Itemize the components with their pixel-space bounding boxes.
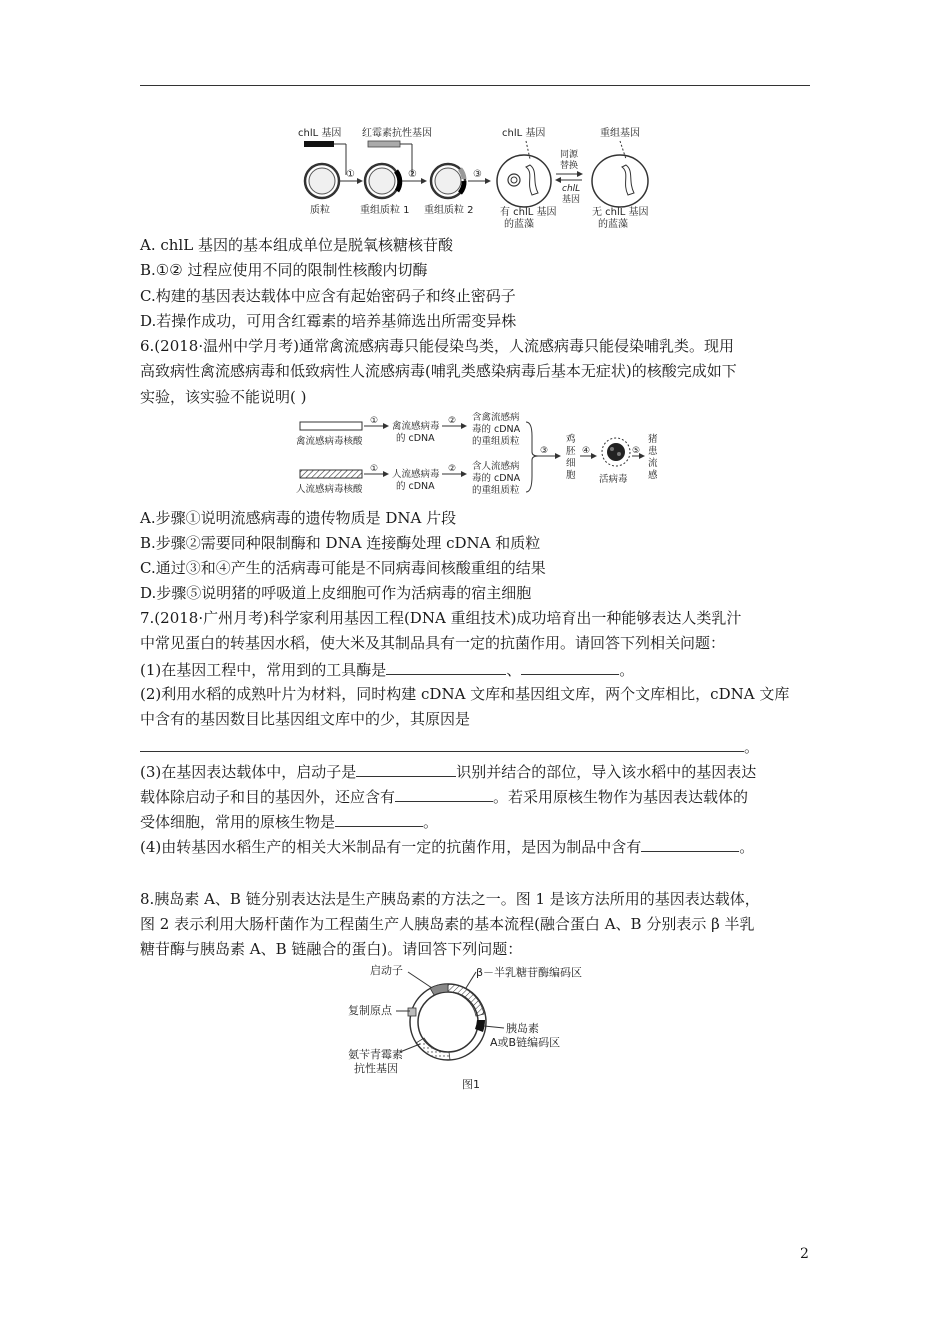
human-plasmid-b: 毒的 cDNA <box>472 473 521 484</box>
bird-plasmid-b: 毒的 cDNA <box>472 424 521 435</box>
pig-b: 患 <box>648 446 658 457</box>
answer-blank[interactable] <box>335 810 423 827</box>
fig1-chil-gene-label: chlL 基因 <box>298 128 342 139</box>
q7-part2-answer <box>140 735 759 758</box>
q6-stem-line2: 高致病性禽流感病毒和低致病性人流感病毒(哺乳类感染病毒后基本无症状)的核酸完成如下 <box>140 362 737 380</box>
amp-label-a: 氨苄青霉素 <box>348 1048 403 1061</box>
figure1-caption: 图1 <box>462 1078 480 1091</box>
chick-d: 胞 <box>566 470 576 481</box>
ori-region <box>408 1008 416 1016</box>
step2-label: ② <box>408 169 417 180</box>
cyanobacteria-with-chil <box>497 155 551 207</box>
figure-expression-vector <box>330 962 630 1092</box>
human-plasmid-a: 含人流感病 <box>472 461 520 472</box>
chick-a: 鸡 <box>566 434 576 445</box>
q7-part4-end: 。 <box>739 838 755 856</box>
human-nucleic-bar <box>300 470 362 478</box>
promoter-label: 启动子 <box>370 964 403 977</box>
beta-gal-label: β－半乳糖苷酶编码区 <box>476 966 583 979</box>
chil-gene-label-2: chlL 基因 <box>502 128 546 139</box>
q7-part3-end: 。 <box>423 813 439 831</box>
resist-gene-bar <box>368 141 400 147</box>
pig-d: 感 <box>648 470 658 481</box>
ori-label: 复制原点 <box>348 1004 392 1017</box>
q7-part3-text-c: 载体除启动子和目的基因外，还应含有 <box>140 788 396 806</box>
q6-option-b: B.步骤②需要同种限制酶和 DNA 连接酶处理 cDNA 和质粒 <box>140 534 541 552</box>
q7-part2-line1: (2)利用水稻的成熟叶片为材料，同时构建 cDNA 文库和基因组文库，两个文库相比，cDNA 文库 <box>140 685 790 703</box>
plasmid-label: 质粒 <box>310 205 330 216</box>
answer-blank[interactable] <box>356 760 456 777</box>
q6-option-c: C.通过③和④产生的活病毒可能是不同病毒间核酸重组的结果 <box>140 559 546 577</box>
answer-blank[interactable] <box>386 658 506 675</box>
chil-small-a: chlL <box>562 184 581 194</box>
chil-small-b: 基因 <box>562 195 581 205</box>
answer-blank[interactable] <box>521 658 619 675</box>
cyanobacteria-without-chil <box>592 155 648 207</box>
q5-option-d: D.若操作成功，可用含红霉素的培养基筛选出所需变异株 <box>140 312 517 330</box>
without-chil-label-b: 的蓝藻 <box>598 219 628 230</box>
q7-stem-line2: 中常见蛋白的转基因水稻，使大米及其制品具有一定的抗菌作用。请回答下列相关问题： <box>140 634 726 652</box>
step4-label: ④ <box>582 446 591 456</box>
human-cdna-b: 的 cDNA <box>396 481 435 492</box>
header-rule <box>140 85 810 86</box>
bird-plasmid-a: 含禽流感病 <box>472 412 520 423</box>
q8-stem-line2: 图 2 表示利用大肠杆菌作为工程菌生产人胰岛素的基本流程(融合蛋白 A、B 分别表示 β 半乳 <box>140 915 755 933</box>
q7-part3-line2 <box>140 785 748 808</box>
step2-human: ② <box>448 464 457 474</box>
human-nucleic-label: 人流感病毒核酸 <box>296 484 363 495</box>
insulin-label-b: A或B链编码区 <box>490 1036 561 1049</box>
q7-part3-text-b: 识别并结合的部位，导入该水稻中的基因表达 <box>456 763 757 781</box>
q7-part1-text: (1)在基因工程中，常用到的工具酶是 <box>140 661 387 679</box>
page-number: 2 <box>800 1246 809 1262</box>
q7-stem-line1: 7.(2018·广州月考)科学家利用基因工程(DNA 重组技术)成功培育出一种能够表达人类乳汁 <box>140 609 742 627</box>
merge-brace <box>526 422 538 492</box>
without-chil-label-a: 无 chlL 基因 <box>592 207 649 218</box>
step3-label: ③ <box>473 169 482 180</box>
step1-bird: ① <box>370 416 379 426</box>
answer-blank[interactable] <box>395 785 493 802</box>
bird-cdna-b: 的 cDNA <box>396 433 435 444</box>
recomb-gene-label: 重组基因 <box>600 128 640 139</box>
q6-stem-line3: 实验，该实验不能说明( ) <box>140 388 307 406</box>
bird-plasmid-c: 的重组质粒 <box>472 436 520 447</box>
q7-part1-sep: 、 <box>506 661 522 679</box>
answer-blank[interactable] <box>140 735 744 752</box>
bird-nucleic-bar <box>300 422 362 430</box>
human-plasmid-c: 的重组质粒 <box>472 485 520 496</box>
recomb1-label: 重组质粒 1 <box>360 205 410 216</box>
q7-part4-text: (4)由转基因水稻生产的相关大米制品有一定的抗菌作用，是因为制品中含有 <box>140 838 642 856</box>
q5-option-b: B.①② 过程应使用不同的限制性核酸内切酶 <box>140 261 428 279</box>
q7-part2-line2: 中含有的基因数目比基因组文库中的少，其原因是 <box>140 710 471 728</box>
homolog-label-b: 替换 <box>560 161 579 171</box>
step3-label: ③ <box>540 446 549 456</box>
step1-human: ① <box>370 464 379 474</box>
amp-label-b: 抗性基因 <box>354 1062 398 1075</box>
q8-stem-line1: 8.胰岛素 A、B 链分别表达法是生产胰岛素的方法之一。图 1 是该方法所用的基因表达载体， <box>140 890 760 908</box>
bird-cdna-a: 禽流感病毒 <box>392 421 440 432</box>
q5-option-c: C.构建的基因表达载体中应含有起始密码子和终止密码子 <box>140 287 516 305</box>
q7-part3-line3 <box>140 810 438 833</box>
chick-c: 细 <box>566 458 576 469</box>
q6-stem-line1: 6.(2018·温州中学月考)通常禽流感病毒只能侵染鸟类，人流感病毒只能侵染哺乳类。现用 <box>140 337 734 355</box>
fig1-resist-gene-label: 红霉素抗性基因 <box>362 128 432 139</box>
q8-stem-line3: 糖苷酶与胰岛素 A、B 链融合的蛋白)。请回答下列问题： <box>140 940 523 958</box>
step1-label: ① <box>346 169 355 180</box>
q6-option-a: A.步骤①说明流感病毒的遗传物质是 DNA 片段 <box>140 509 457 527</box>
q6-option-d: D.步骤⑤说明猪的呼吸道上皮细胞可作为活病毒的宿主细胞 <box>140 584 532 602</box>
recomb2-label: 重组质粒 2 <box>424 205 474 216</box>
q7-part1-end: 。 <box>619 661 635 679</box>
homolog-label-a: 同源 <box>560 150 579 160</box>
chick-b: 胚 <box>566 446 576 457</box>
with-chil-label-b: 的蓝藻 <box>504 219 534 230</box>
chil-gene-bar <box>304 141 334 147</box>
human-cdna-a: 人流感病毒 <box>392 469 440 480</box>
pig-c: 流 <box>648 458 658 469</box>
q5-option-a: A. chlL 基因的基本组成单位是脱氧核糖核苷酸 <box>140 236 453 254</box>
step2-bird: ② <box>448 416 457 426</box>
q7-part3-text-a: (3)在基因表达载体中，启动子是 <box>140 763 357 781</box>
q7-part1 <box>140 658 634 681</box>
figure-flu-experiment <box>292 412 662 504</box>
insulin-label-a: 胰岛素 <box>506 1022 539 1035</box>
q7-part4 <box>140 835 754 858</box>
step5-label: ⑤ <box>632 446 641 456</box>
figure-chil-plasmid <box>290 125 660 230</box>
with-chil-label-a: 有 chlL 基因 <box>500 207 557 218</box>
live-virus-label: 活病毒 <box>599 474 628 485</box>
answer-blank[interactable] <box>641 835 739 852</box>
bird-nucleic-label: 禽流感病毒核酸 <box>296 436 363 447</box>
pig-a: 猪 <box>648 434 658 445</box>
q7-part2-end: 。 <box>744 738 760 756</box>
q7-part3-text-d: 。若采用原核生物作为基因表达载体的 <box>493 788 749 806</box>
q7-part3-text-e: 受体细胞，常用的原核生物是 <box>140 813 336 831</box>
q7-part3-line1 <box>140 760 756 783</box>
